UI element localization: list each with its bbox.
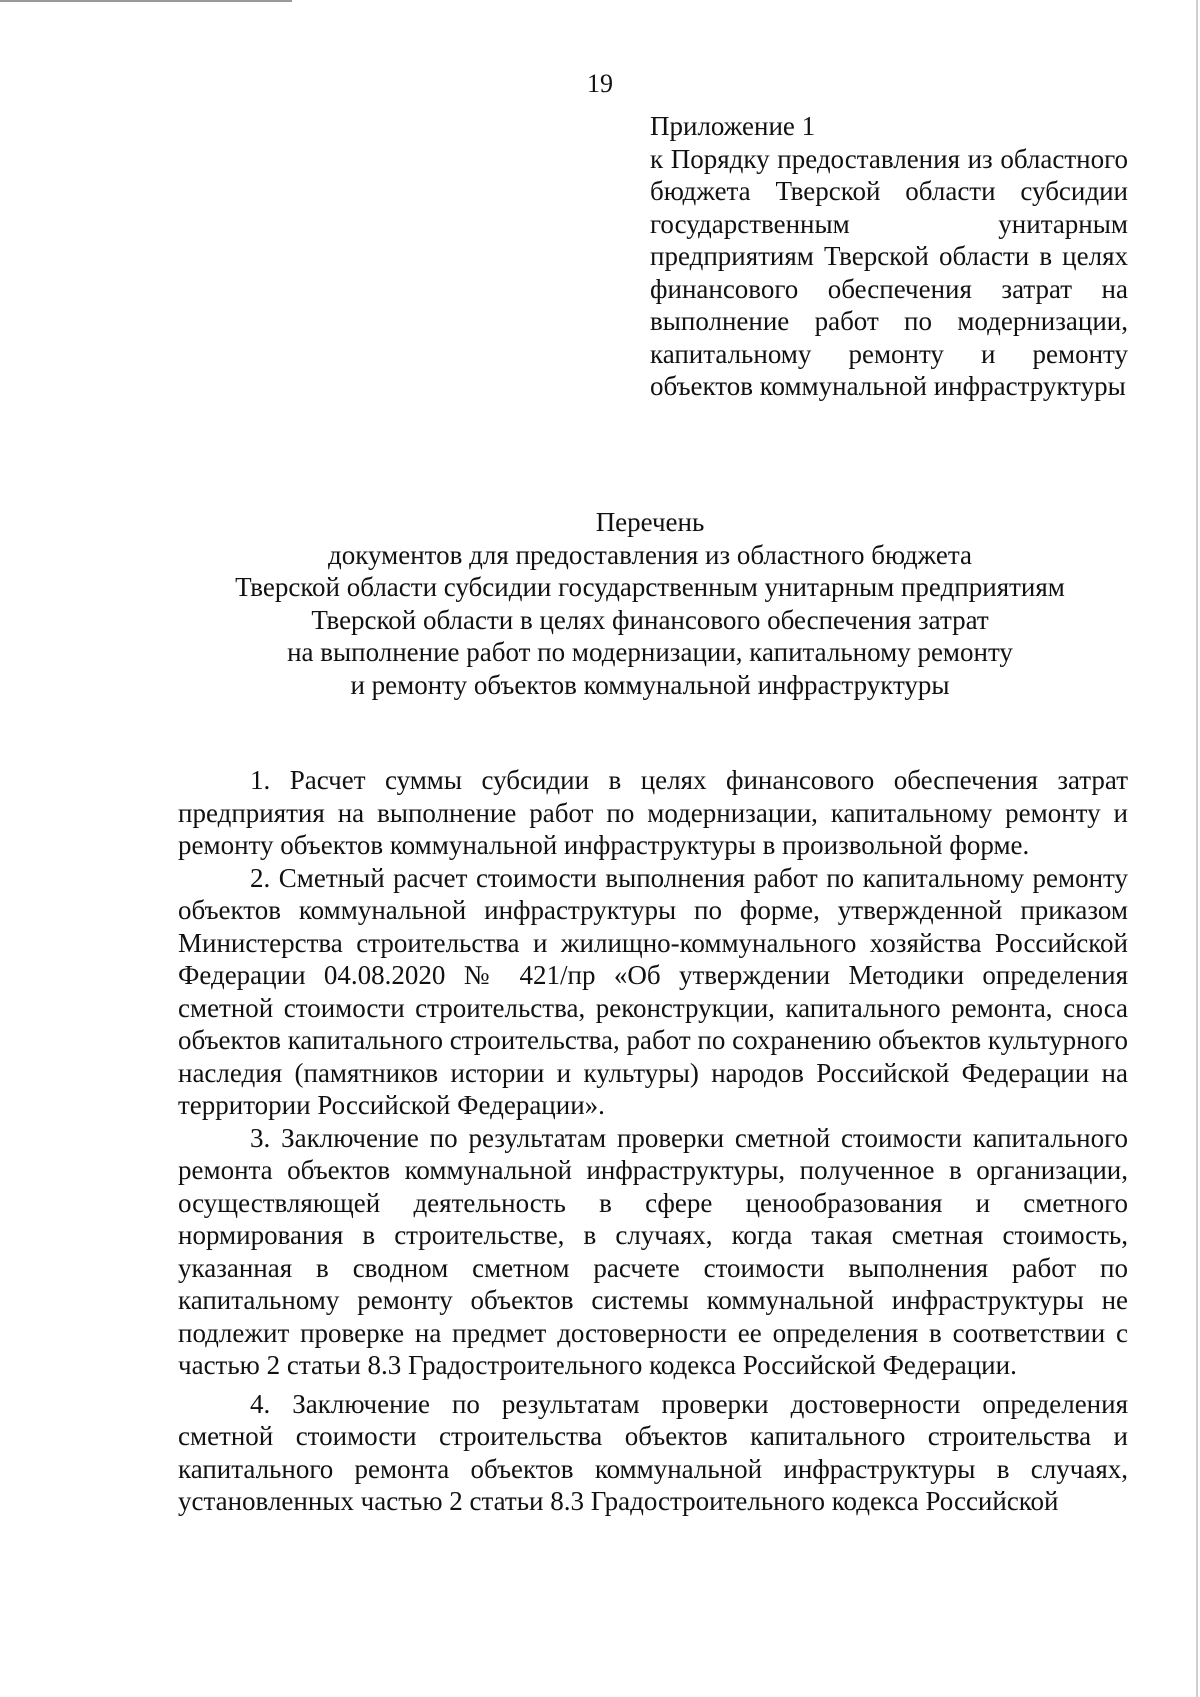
scan-edge-top [0,0,292,2]
heading-subtitle-line: и ремонту объектов коммунальной инфраструктуры [350,669,950,700]
list-item-3: 3. Заключение по результатам проверки сметной стоимости капитального ремонта объектов коммунальной инфраструктуры, полученное в организации, осуществляющей деятельность в сфере ценообразования и сметного нормирования в строительстве, в случаях, когда такая сметная стоимость, указанная в сводном сметном расчете стоимости выполнения работ по капитальному ремонту объектов системы коммунальной инфраструктуры не подлежит проверке на предмет достоверности ее определения в соответствии с частью 2 статьи 8.3 Градостроительного кодекса Российской Федерации. [178,1122,1128,1380]
list-item-4: 4. Заключение по результатам проверки достоверности определения сметной стоимости строительства объектов капитального строительства и капитального ремонта объектов коммунальной инфраструктуры в случаях, установленных частью 2 статьи 8.3 Градостроительного кодекса Российской [178,1388,1128,1516]
document-body [178,764,1128,1518]
heading-subtitle-line: Тверской области в целях финансового обеспечения затрат [311,604,989,635]
document-heading [150,506,1150,701]
page-number: 19 [587,69,613,98]
appendix-title: Приложение 1 [650,111,816,141]
heading-subtitle-line: документов для предоставления из областного бюджета [328,539,972,570]
list-item-2: 2. Сметный расчет стоимости выполнения работ по капитальному ремонту объектов коммунальной инфраструктуры по форме, утвержденной приказом Министерства строительства и жилищно-коммунального хозяйства Российской Федерации 04.08.2020 № 421/пр «Об утверждении Методики определения сметной стоимости строительства, реконструкции, капитального ремонта, сноса объектов капитального строительства, работ по сохранению объектов культурного наследия (памятников истории и культуры) народов Российской Федерации на территории Российской Федерации». [178,862,1128,1120]
heading-title: Перечень [595,507,705,537]
appendix-text: к Порядку предоставления из областного бюджета Тверской области субсидии государственным унитарным предприятиям Тверской области в целях финансового обеспечения затрат на выполнение работ по модернизации, капитальному ремонту и ремонту объектов коммунальной инфраструктуры [650,143,1128,401]
list-item-1: 1. Расчет суммы субсидии в целях финансового обеспечения затрат предприятия на выполнение работ по модернизации, капитальному ремонту и ремонту объектов коммунальной инфраструктуры в произвольной форме. [178,765,1128,860]
heading-subtitle-line: Тверской области субсидии государственным унитарным предприятиям [235,572,1065,602]
heading-subtitle-line: на выполнение работ по модернизации, капитальному ремонту [287,637,1013,667]
scan-edge-right [1196,0,1198,1697]
appendix-block [650,110,1128,403]
